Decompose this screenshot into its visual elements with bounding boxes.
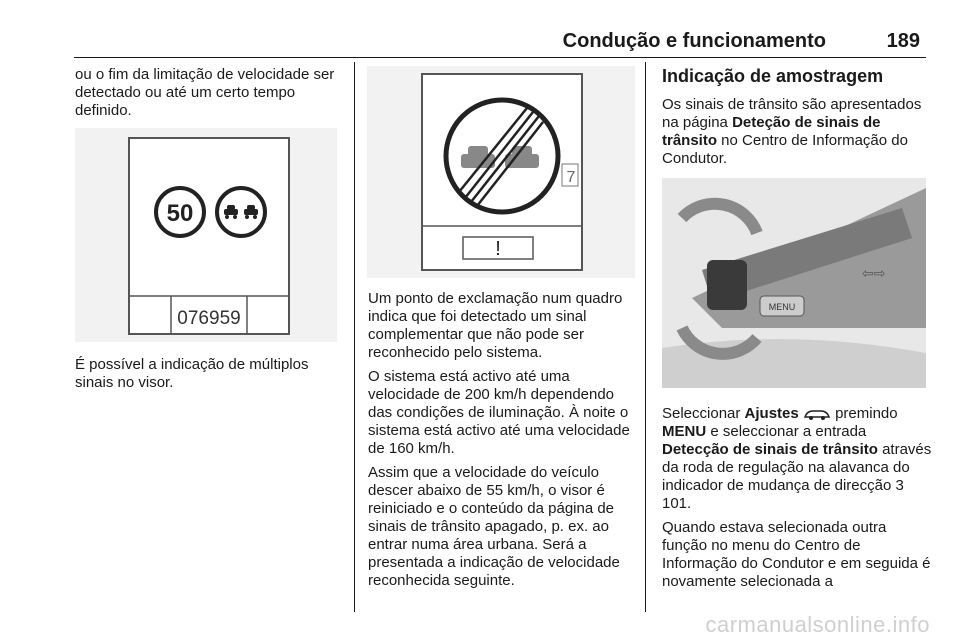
paragraph: É possível a indicação de múltiplos sinais no visor. <box>75 356 309 391</box>
paragraph: Assim que a velocidade do veículo descer abaixo de 55 km/h, o visor é reiniciado e o conteúdo da página de sinais de trânsito apagado, p. ex. ao entrar numa área urbana. Será a presentada a indicação de velocidade reconhecida seguinte. <box>368 464 620 589</box>
paragraph: Um ponto de exclamação num quadro indica que foi detectado um sinal complementar que não pode ser reconhecido pelo sistema. <box>368 290 623 361</box>
menu-button-label: MENU <box>768 302 796 312</box>
col3-intro <box>662 96 932 174</box>
car-settings-icon <box>803 407 831 421</box>
column-divider-1 <box>354 62 355 612</box>
adjuster-wheel-icon <box>707 260 747 310</box>
watermark: carmanualsonline.info <box>705 612 930 637</box>
section-heading: Indicação de amostragem <box>662 66 884 86</box>
speed-limit-value: 50 <box>166 200 194 227</box>
page-header <box>70 30 926 54</box>
column-divider-2 <box>645 62 646 612</box>
indicator-arrows-icon: ⇦⇨ <box>862 265 886 281</box>
col1-bottom-text <box>75 356 345 398</box>
page-number: 189 <box>886 30 920 52</box>
header-rule <box>74 57 926 58</box>
figure-multiple-signs <box>75 128 337 342</box>
page-title: Condução e funcionamento <box>562 30 826 52</box>
col1-top-text <box>75 66 345 126</box>
paragraph: O sistema está activo até uma velocidade de 200 km/h dependendo das condições de iluminação. À noite o sistema está activo até uma velocidade de 160 km/h. <box>368 368 630 457</box>
page-reference-icon: 3 <box>895 477 904 494</box>
col3-body <box>662 405 932 597</box>
figure-code: 076959 <box>177 308 241 329</box>
display-frame <box>129 138 289 334</box>
paragraph: Quando estava selecionada outra função no menu do Centro de Informação do Condutor e em seguida é novamente selecionada a <box>662 519 931 590</box>
col2-text <box>368 290 638 596</box>
figure-turn-signal-stalk <box>662 178 926 388</box>
paragraph: Seleccionar Ajustes premindo MENU e seleccionar a entrada Detecção de sinais de trânsito através da roda de regulação na alavanca do indicador de mudança de direcção 3 101. <box>662 405 932 512</box>
figure-end-no-overtaking <box>367 66 635 278</box>
side-mark: 7 <box>566 169 576 186</box>
paragraph: Os sinais de trânsito são apresentados na página Deteção de sinais de trânsito no Centro de Informação do Condutor. <box>662 96 922 167</box>
paragraph: ou o fim da limitação de velocidade ser detectado ou até um certo tempo definido. <box>75 66 335 119</box>
supplementary-mark: ! <box>495 238 501 260</box>
